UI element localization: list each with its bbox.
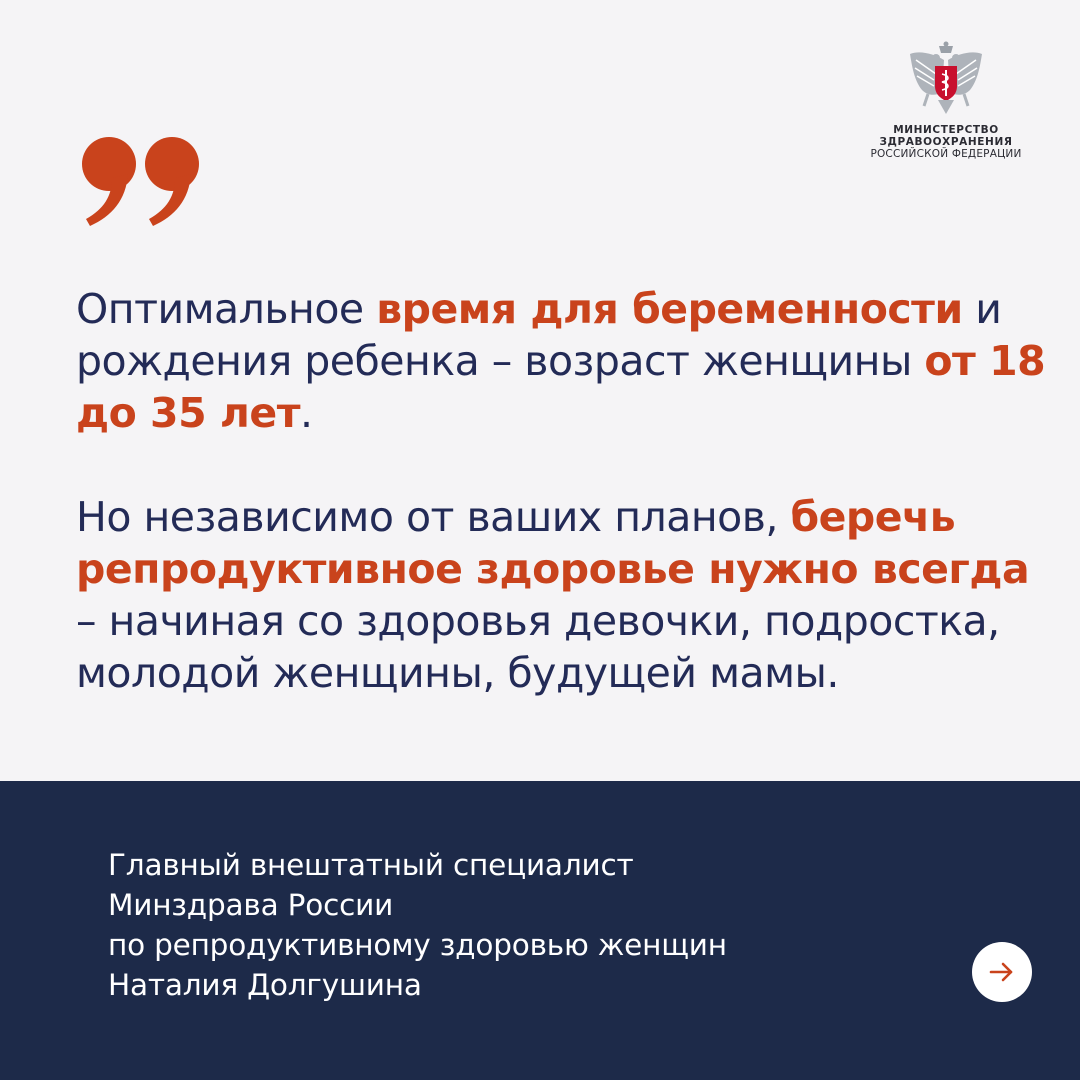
author-field-line: по репродуктивному здоровью женщин: [108, 928, 727, 962]
quote-highlight: от 18 до 35 лет: [76, 337, 1046, 437]
quote-highlight: время для беременности: [376, 285, 963, 333]
quote-highlight: беречь репродуктивное здоровье нужно всегда: [76, 493, 1030, 593]
quote-text-segment: .: [299, 389, 313, 437]
logo-line-federation: РОССИЙСКОЙ ФЕДЕРАЦИИ: [870, 148, 1022, 160]
quote-text-segment: Но независимо от ваших планов,: [76, 493, 791, 541]
next-slide-button[interactable]: [972, 942, 1032, 1002]
logo-line-ministry: МИНИСТЕРСТВО: [893, 124, 999, 136]
quote-text: [76, 283, 1046, 699]
author-org-line: Минздрава России: [108, 888, 394, 922]
author-name: Наталия Долгушина: [108, 968, 422, 1002]
quote-text-segment: – начиная со здоровья девочки, подростка, молодой женщины, будущей мамы.: [76, 597, 1000, 697]
author-title-line: Главный внештатный специалист: [108, 848, 634, 882]
arrow-right-icon: [989, 962, 1015, 982]
author-footer: [0, 781, 1080, 1080]
quote-text-segment: Оптимальное: [76, 285, 377, 333]
quote-paragraph-1: [76, 283, 1046, 439]
ministry-logo: [846, 40, 1046, 160]
logo-line-healthcare: ЗДРАВООХРАНЕНИЯ: [879, 136, 1013, 148]
quote-mark-icon: [76, 122, 206, 230]
coat-of-arms-icon: [906, 40, 986, 124]
quote-paragraph-2: [76, 491, 1046, 699]
author-caption: [108, 845, 727, 1005]
quote-text-segment: и рождения ребенка – возраст женщины: [76, 285, 1002, 385]
